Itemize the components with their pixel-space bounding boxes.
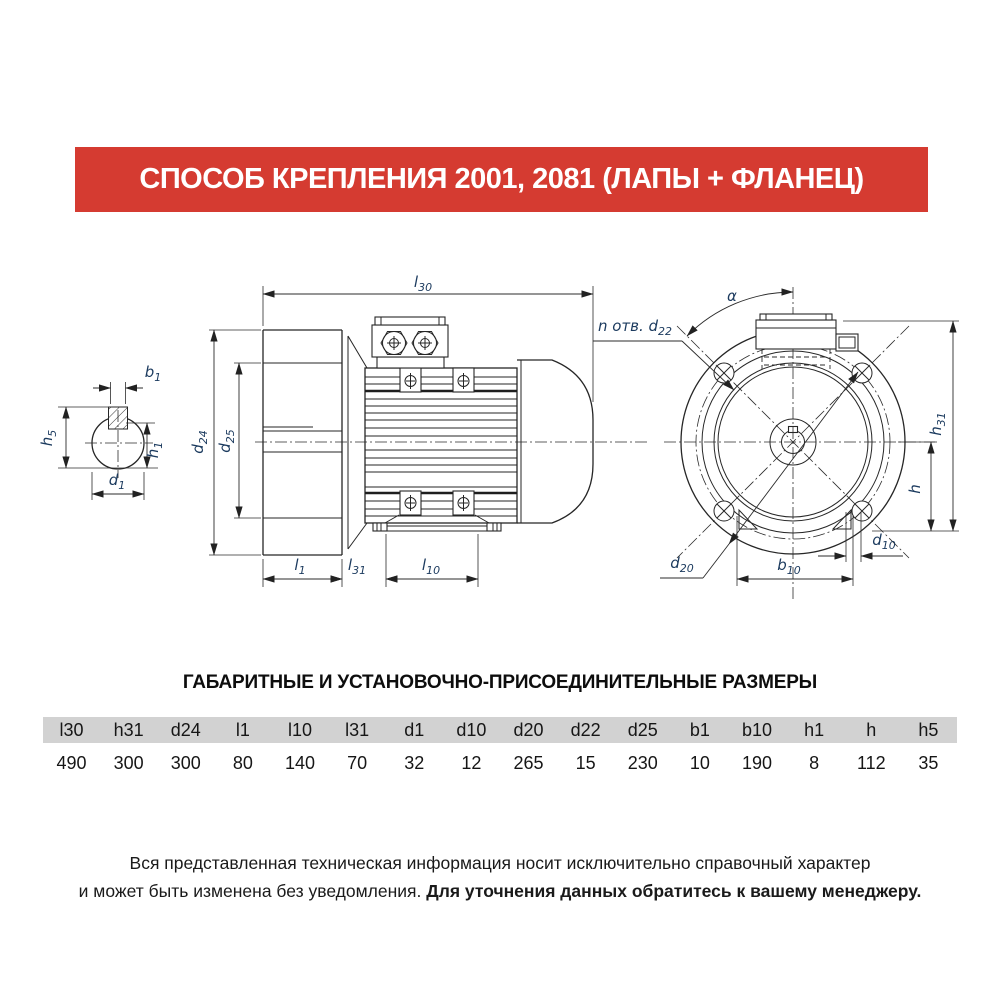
dim-value-cell-d22: 15 bbox=[575, 753, 596, 773]
dim-value-cell-h5: 35 bbox=[918, 753, 939, 773]
dim-header-cell-h1: h1 bbox=[804, 720, 825, 740]
footer-note bbox=[0, 849, 1000, 905]
dim-label-l1: $l_1$ bbox=[294, 556, 306, 577]
dimensions-table-header-row bbox=[43, 717, 957, 743]
dim-header-cell-h: h bbox=[866, 720, 877, 740]
title-banner-text: СПОСОБ КРЕПЛЕНИЯ 2001, 2081 (ЛАПЫ + ФЛАНЕЦ) bbox=[139, 163, 864, 195]
dimensions-table-values-row bbox=[43, 743, 957, 777]
dim-header-cell-l10: l10 bbox=[288, 720, 313, 740]
dim-value-cell-d24: 300 bbox=[170, 753, 201, 773]
dim-value-cell-h1: 8 bbox=[809, 753, 820, 773]
dim-label-b10: $b_{10}$ bbox=[777, 556, 801, 577]
dim-label-l10: $l_{10}$ bbox=[421, 556, 441, 577]
dim-header-cell-l31: l31 bbox=[345, 720, 370, 740]
dim-label-alpha: α bbox=[727, 287, 737, 305]
dim-value-cell-d1: 32 bbox=[404, 753, 425, 773]
footer-line2-regular: и может быть изменена без уведомления. bbox=[78, 881, 427, 901]
dim-header-cell-l1: l1 bbox=[235, 720, 250, 740]
dim-header-cell-d24: d24 bbox=[170, 720, 201, 740]
dim-label-b1: $b_1$ bbox=[144, 363, 162, 384]
dim-value-cell-d10: 12 bbox=[461, 753, 482, 773]
dim-value-cell-l31: 70 bbox=[347, 753, 368, 773]
dim-value-cell-b1: 10 bbox=[689, 753, 710, 773]
dim-label-d10: $d_{10}$ bbox=[872, 531, 896, 552]
dim-label-l30: $l_{30}$ bbox=[413, 273, 433, 294]
dim-label-n-otv-d22: n отв. $d_{22}$ bbox=[597, 317, 673, 338]
dim-header-cell-b10: b10 bbox=[742, 720, 773, 740]
dim-label-h: h bbox=[906, 484, 924, 494]
dim-header-cell-b1: b1 bbox=[689, 720, 710, 740]
dim-value-cell-b10: 190 bbox=[742, 753, 773, 773]
dim-header-cell-d22: d22 bbox=[570, 720, 601, 740]
dim-header-cell-d20: d20 bbox=[513, 720, 544, 740]
dim-label-h1: $h_1$ bbox=[144, 441, 165, 459]
dim-header-cell-l30: l30 bbox=[59, 720, 84, 740]
footer-line1: Вся представленная техническая информация носит исключительно справочный характер bbox=[129, 853, 871, 873]
dim-value-cell-l30: 490 bbox=[56, 753, 87, 773]
dim-value-cell-d20: 265 bbox=[513, 753, 544, 773]
motor-side-view bbox=[209, 286, 650, 587]
dim-label-d20: $d_{20}$ bbox=[670, 554, 694, 575]
dim-header-cell-h5: h5 bbox=[918, 720, 939, 740]
dim-header-cell-d10: d10 bbox=[456, 720, 487, 740]
dim-value-cell-d25: 230 bbox=[627, 753, 658, 773]
dim-header-cell-h31: h31 bbox=[113, 720, 144, 740]
dim-value-cell-l10: 140 bbox=[285, 753, 316, 773]
dim-label-d1: $d_1$ bbox=[108, 471, 126, 492]
dim-header-cell-d1: d1 bbox=[404, 720, 425, 740]
dim-value-cell-h31: 300 bbox=[113, 753, 144, 773]
section-title: ГАБАРИТНЫЕ И УСТАНОВОЧНО-ПРИСОЕДИНИТЕЛЬНЫЕ РАЗМЕРЫ bbox=[182, 672, 818, 693]
dim-value-cell-l1: 80 bbox=[232, 753, 253, 773]
dimensions-table bbox=[43, 717, 957, 777]
dim-header-cell-d25: d25 bbox=[627, 720, 658, 740]
dim-label-d25: $d_{25}$ bbox=[216, 429, 237, 453]
footer-line2-bold: Для уточнения данных обратитесь к вашему менеджеру. bbox=[426, 881, 922, 901]
dim-value-cell-h: 112 bbox=[856, 753, 886, 773]
dim-label-h31: $h_{31}$ bbox=[927, 412, 948, 436]
dim-label-l31: $l_{31}$ bbox=[347, 556, 367, 577]
dim-label-h5: $h_5$ bbox=[38, 429, 59, 447]
dim-label-d24: $d_{24}$ bbox=[189, 430, 210, 454]
